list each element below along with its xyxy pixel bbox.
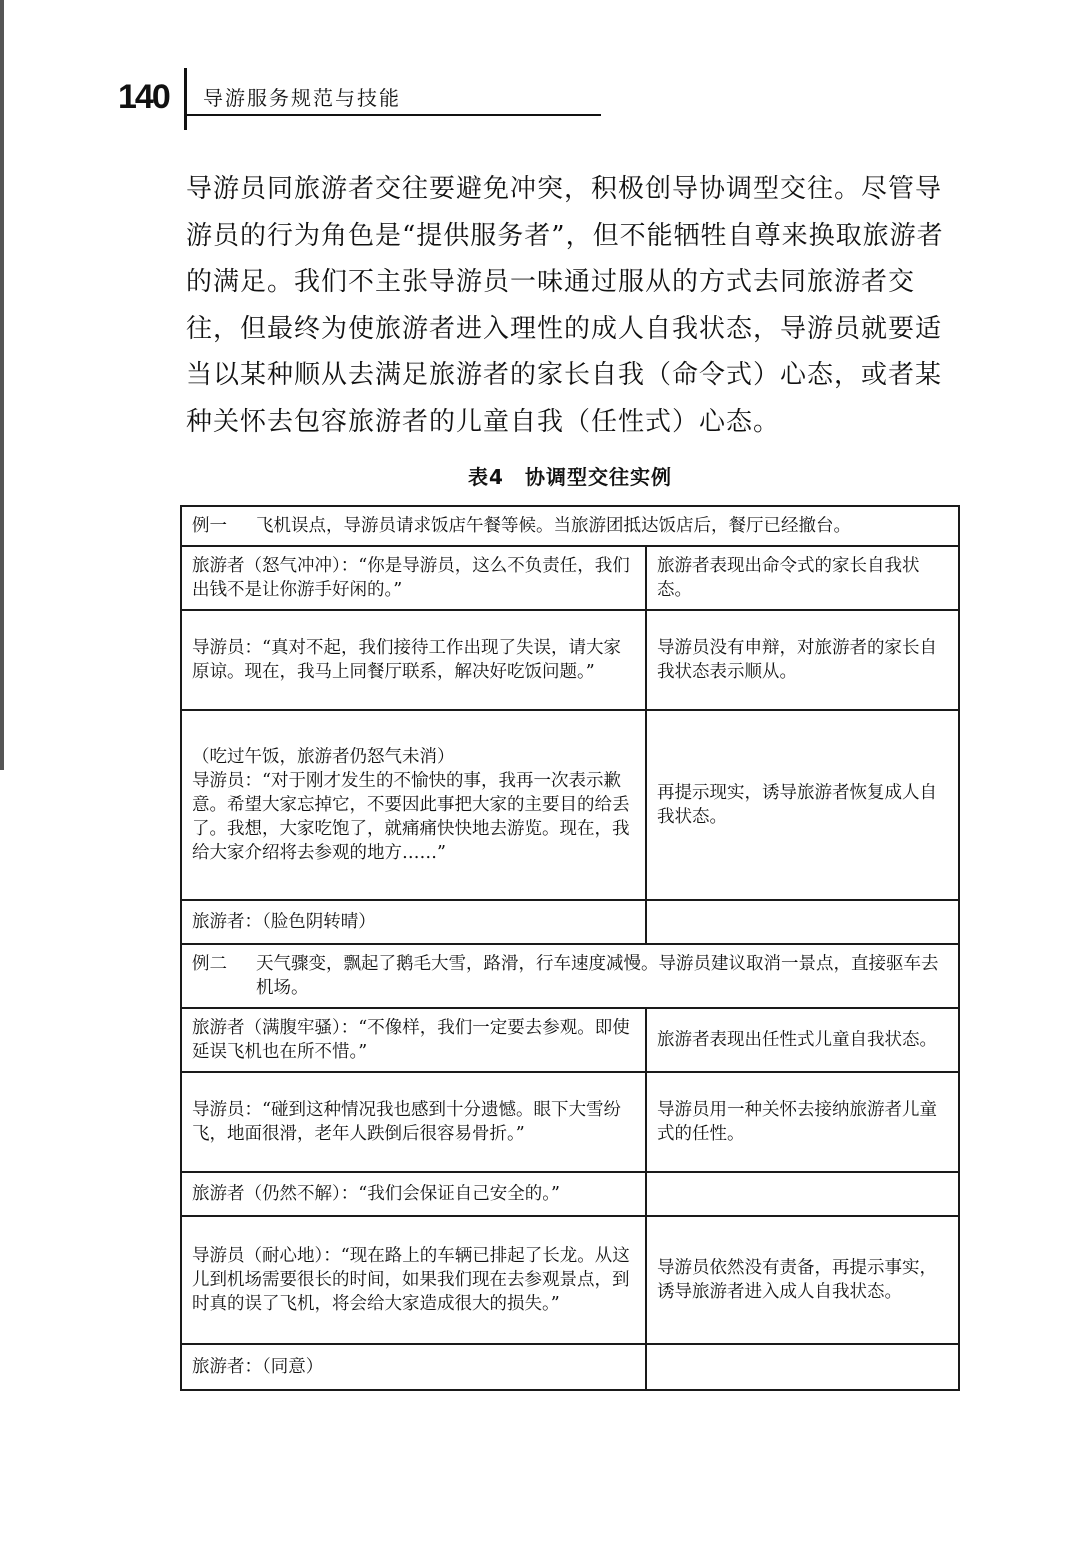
table-row [181, 710, 959, 900]
analysis-cell [646, 900, 959, 944]
analysis-cell: 再提示现实，诱导旅游者恢复成人自我状态。 [646, 710, 959, 900]
running-title: 导游服务规范与技能 [203, 86, 401, 110]
table-row [181, 610, 959, 710]
dialogue-cell: （吃过午饭，旅游者仍怒气未消） 导游员：“对于刚才发生的不愉快的事，我再一次表示歉意。希望大家忘掉它，不要因此事把大家的主要目的给丢了。我想，大家吃饱了，就痛痛快快地去游览。现在，我给大家介绍将去参观的地方……” [181, 710, 646, 900]
header-divider [184, 68, 187, 130]
table-row [181, 1072, 959, 1172]
table-row [181, 900, 959, 944]
example-label: 例二 [192, 954, 227, 974]
analysis-cell: 导游员没有申辩，对旅游者的家长自我状态表示顺从。 [646, 610, 959, 710]
analysis-cell: 旅游者表现出任性式儿童自我状态。 [646, 1008, 959, 1072]
dialogue-cell: 旅游者：（同意） [181, 1344, 646, 1390]
analysis-cell [646, 1172, 959, 1216]
dialogue-table [180, 505, 960, 1391]
table-row [181, 1008, 959, 1072]
header-rule [187, 114, 601, 116]
dialogue-cell: 旅游者（满腹牢骚）：“不像样，我们一定要去参观。即使延误飞机也在所不惜。” [181, 1008, 646, 1072]
example-header-row [181, 506, 959, 546]
example-label: 例一 [192, 516, 227, 536]
dialogue-cell: 旅游者（怒气冲冲）：“你是导游员，这么不负责任，我们出钱不是让你游手好闲的。” [181, 546, 646, 610]
body-paragraph: 导游员同旅游者交往要避免冲突，积极创导协调型交往。尽管导游员的行为角色是“提供服务者”，但不能牺牲自尊来换取旅游者的满足。我们不主张导游员一味通过服从的方式去同旅游者交往，但最终为使旅游者进入理性的成人自我状态，导游员就要适当以某种顺从去满足旅游者的家长自我（命令式）心态，或者某种关怀去包容旅游者的儿童自我（任性式）心态。 [186, 174, 944, 437]
analysis-cell [646, 1344, 959, 1390]
analysis-cell: 旅游者表现出命令式的家长自我状态。 [646, 546, 959, 610]
table-row [181, 1172, 959, 1216]
example-header-cell [181, 506, 959, 546]
example-description: 天气骤变，飘起了鹅毛大雪，路滑，行车速度减慢。导游员建议取消一景点，直接驱车去机场。 [256, 954, 939, 998]
dialogue-cell: 旅游者（仍然不解）：“我们会保证自己安全的。” [181, 1172, 646, 1216]
dialogue-cell: 导游员：“碰到这种情况我也感到十分遗憾。眼下大雪纷飞，地面很滑，老年人跌倒后很容易骨折。” [181, 1072, 646, 1172]
table-row [181, 1216, 959, 1344]
dialogue-cell: 旅游者：（脸色阴转晴） [181, 900, 646, 944]
table-caption: 表4 协调型交往实例 [468, 465, 672, 489]
table-row [181, 1344, 959, 1390]
dialogue-cell: 导游员（耐心地）：“现在路上的车辆已排起了长龙。从这儿到机场需要很长的时间，如果我们现在去参观景点，到时真的误了飞机，将会给大家造成很大的损失。” [181, 1216, 646, 1344]
analysis-cell: 导游员依然没有责备，再提示事实，诱导旅游者进入成人自我状态。 [646, 1216, 959, 1344]
analysis-cell: 导游员用一种关怀去接纳旅游者儿童式的任性。 [646, 1072, 959, 1172]
example-description: 飞机误点，导游员请求饭店午餐等候。当旅游团抵达饭店后，餐厅已经撤台。 [256, 516, 851, 536]
table-row [181, 546, 959, 610]
dialogue-cell: 导游员：“真对不起，我们接待工作出现了失误，请大家原谅。现在，我马上同餐厅联系，解决好吃饭问题。” [181, 610, 646, 710]
example-header-row [181, 944, 959, 1008]
example-header-cell [181, 944, 959, 1008]
page-number: 140 [118, 78, 169, 116]
page-edge-shadow [0, 0, 4, 770]
